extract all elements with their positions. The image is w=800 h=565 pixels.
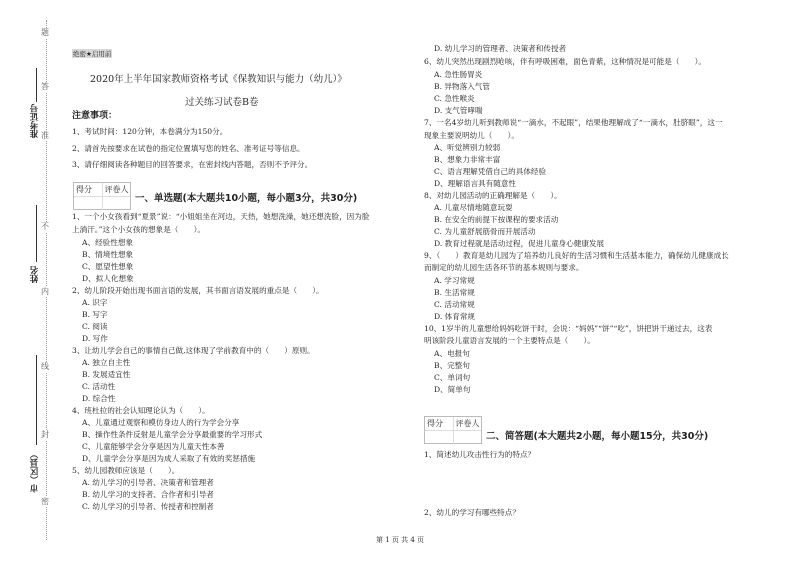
notice-heading: 注意事项： (72, 111, 118, 121)
answer-option: C. 活动常规 (434, 300, 475, 309)
answer-option: C. 急性喉炎 (434, 94, 475, 103)
secret-mark: 绝密★启用前 (73, 50, 112, 58)
name-line (36, 205, 37, 262)
score-box (424, 416, 482, 444)
answer-option: B. 幼儿学习的支持者、合作者和引导者 (82, 490, 214, 499)
score-box (73, 182, 131, 210)
exam-subtitle: 过关练习试卷B卷 (185, 97, 259, 108)
answer-option: C、单词句 (434, 373, 471, 382)
city-line (36, 355, 37, 445)
answer-option: A. 幼儿学习的引导者、决策者和管理者 (82, 478, 214, 487)
section1-title: 一、单选题(本大题共10小题，每小题3分，共30分) (135, 193, 358, 204)
notice-item: 3、请仔细阅读各种题目的回答要求，在密封线内答题，否则不予评分。 (72, 160, 313, 169)
exam-title: 2020年上半年国家教师资格考试《保教知识与能力（幼儿）》 (90, 74, 347, 85)
answer-option: A. 学习常规 (434, 276, 475, 285)
answer-option: D. 综合性 (82, 394, 116, 403)
seal-char: 答 (41, 82, 49, 91)
question-text: 3、让幼儿学会自己的事情自己做,这体现了学前教育中的（ ）原则。 (72, 346, 315, 355)
question-text: 9、（ ）教育是幼儿园为了培养幼儿良好的生活习惯和生活基本能力，确保幼儿健康成长 (424, 251, 729, 260)
answer-option: A. 急性肠胃炎 (434, 70, 483, 79)
answer-option: B、操作性条件反射是儿童学会分享最重要的学习形式 (82, 430, 263, 439)
answer-option: A、经验性想象 (82, 238, 134, 247)
question-text: 5、幼儿园教师应该是（ ）。 (72, 466, 180, 475)
seal-char: 线 (41, 362, 49, 371)
answer-option: A. 独立自主性 (82, 358, 131, 367)
answer-option: D. 写作 (82, 334, 108, 343)
score-label: 得分 (425, 417, 454, 430)
grader-label: 评卷人 (455, 419, 480, 428)
seal-char: 封 (41, 430, 49, 439)
answer-option: C、语言理解凭借自己的具体经验 (434, 167, 547, 176)
answer-option: C. 为儿童舒展筋骨而开展活动 (434, 227, 536, 236)
answer-option: B. 发展适宜性 (82, 370, 131, 379)
answer-option: B、完整句 (434, 361, 470, 370)
page-footer: 第 1 页 共 4 页 (375, 536, 425, 544)
answer-option: C. 活动性 (82, 382, 116, 391)
score-label: 得分 (74, 183, 103, 196)
question-text: 4、班杜拉的社会认知理论认为（ ）。 (72, 406, 210, 415)
answer-option: B、想象力非常丰富 (434, 155, 501, 164)
seal-char: 内 (41, 287, 49, 296)
answer-option: C、儿童能够学会分享是因为儿童天性本善 (82, 442, 225, 451)
exam-id-line (36, 68, 37, 102)
question-text: 10、1岁半的儿童想给妈妈吃饼干时，会说：“妈妈”“饼”“吃”，饼把饼干递过去，这表 (424, 324, 713, 333)
answer-option: A、儿童通过观察和模仿身边人的行为学会分享 (82, 418, 240, 427)
notice-item: 1、考试时间：120分钟，本卷满分为150分。 (72, 127, 228, 136)
answer-option: D、儿童学会分享是因为成人采取了有效的奖惩措施 (82, 454, 256, 463)
answer-option: C. 阅读 (82, 322, 108, 331)
answer-option: B. 异物落入气管 (434, 82, 490, 91)
grader-label: 评卷人 (104, 185, 129, 194)
seal-line (46, 20, 47, 540)
answer-option: A. 识字 (82, 298, 108, 307)
question-text: 8、对幼儿园活动的正确理解是（ ）。 (424, 191, 562, 200)
question-text: 现象主要说明幼儿（ ）。 (424, 131, 519, 140)
answer-option: A、电报句 (434, 349, 470, 358)
name-label: 姓名 (30, 266, 40, 283)
answer-option: B. 写字 (82, 310, 108, 319)
essay-question: 2、幼儿的学习有哪些特点？ (424, 508, 520, 517)
answer-option: D. 支气管哮喘 (434, 106, 483, 115)
question-text: 1、一个小女孩看到“夏景”说：“小姐姐坐在河边，天热，她想洗澡，她还想洗脸，因为脸 (72, 212, 370, 221)
question-text: 而制定的幼儿园生活各环节的基本规则与要求。 (424, 263, 584, 272)
section2-title: 二、简答题(本大题共2小题，每小题15分，共30分) (486, 431, 709, 442)
seal-char: 密 (41, 497, 49, 506)
exam-id-label: 准考证号 (30, 104, 40, 138)
answer-option: A. 儿童尽情地随意玩耍 (434, 203, 513, 212)
answer-option: B、情境性想象 (82, 250, 134, 259)
question-text: 6、幼儿突然出现剧烈呛咳，伴有呼吸困难，面色青紫，这种情况是可能是（ ）。 (424, 57, 706, 66)
seal-char: 题 (41, 28, 49, 37)
seal-char: 不 (41, 222, 49, 231)
answer-option: D. 教育过程就是活动过程，促进儿童身心健康发展 (434, 239, 605, 248)
question-text: 明该阶段儿童语言发展的一个主要特点是（ ）。 (424, 336, 595, 345)
city-label: 市（区县） (30, 450, 40, 493)
answer-option: D、简单句 (434, 385, 471, 394)
answer-option: C、愿望性想象 (82, 262, 134, 271)
question-text: 上淌汗。”这个小女孩的想象是（ ）。 (72, 225, 205, 234)
answer-option: B. 生活常规 (434, 288, 475, 297)
answer-option: B. 在安全的前提下按课程的要求活动 (434, 215, 559, 224)
answer-option: D、理解语言具有随意性 (434, 179, 517, 188)
answer-option: C. 幼儿学习的引导者、传授者和控制者 (82, 502, 214, 511)
answer-option: D. 体育常规 (434, 312, 476, 321)
question-text: 7、一名4岁幼儿听到教师说“一滴水，不起眼”，结果他理解成了“一滴水，肚脐眼”，这一 (424, 118, 723, 127)
answer-option: D、拟人化想象 (82, 274, 134, 283)
essay-question: 1、简述幼儿攻击性行为的特点？ (424, 450, 536, 459)
question-text: 2、幼儿阶段开始出现书面言语的发展，其书面言语发展的重点是（ ）。 (72, 286, 324, 295)
answer-option: D. 幼儿学习的管理者、决策者和传授者 (434, 44, 567, 53)
notice-item: 2、请首先按要求在试卷的指定位置填写您的姓名、准考证号等信息。 (72, 144, 305, 153)
seal-char: 准 (41, 131, 49, 140)
answer-option: A、听觉辨别力较弱 (434, 143, 501, 152)
